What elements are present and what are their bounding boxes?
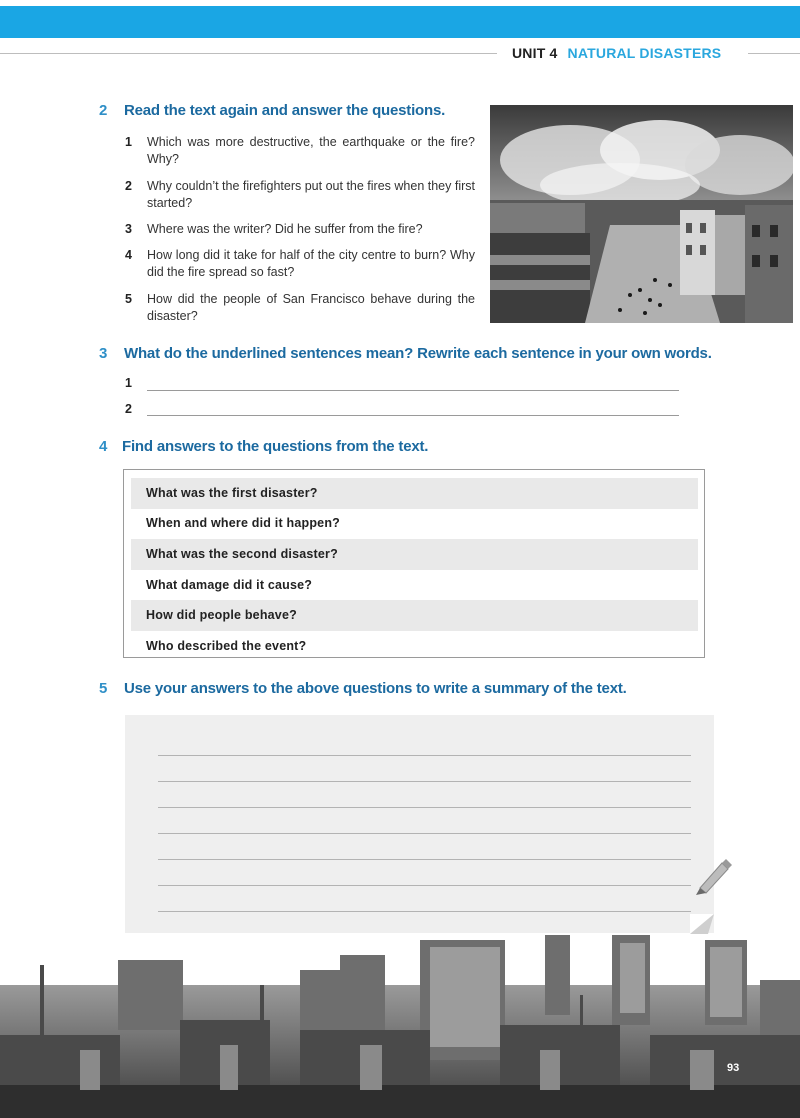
question-item: [125, 178, 475, 211]
pencil-icon: [690, 855, 734, 895]
unit-title: NATURAL DISASTERS: [567, 45, 722, 61]
question-text: How did the people of San Francisco behave during the disaster?: [147, 292, 475, 323]
question-number: 2: [125, 179, 132, 193]
question-text: Where was the writer? Did he suffer from the fire?: [147, 222, 423, 236]
unit-header: [512, 45, 721, 61]
exercise-5-number: 5: [99, 680, 108, 697]
answer-line[interactable]: [147, 390, 679, 391]
table-row: How did people behave?: [131, 600, 698, 631]
question-number: 1: [125, 135, 132, 149]
table-row: When and where did it happen?: [146, 516, 340, 530]
exercise-2-number: 2: [99, 102, 108, 119]
exercise-3-title: What do the underlined sentences mean? Rewrite each sentence in your own words.: [124, 345, 712, 362]
san-francisco-fire-photo: [490, 105, 793, 323]
page-number: 93: [727, 1062, 740, 1074]
writing-line: [158, 755, 691, 756]
question-text: Which was more destructive, the earthquake or the fire? Why?: [147, 135, 475, 166]
writing-line: [158, 859, 691, 860]
writing-line: [158, 911, 691, 912]
writing-line: [158, 781, 691, 782]
question-number: 3: [125, 222, 132, 236]
question-item: [125, 291, 475, 324]
table-row: What damage did it cause?: [146, 578, 313, 592]
question-number: 4: [125, 248, 132, 262]
table-row: What was the first disaster?: [131, 478, 698, 509]
question-item: [125, 221, 475, 238]
ruined-city-skyline-photo: [0, 925, 800, 1118]
exercise-5-title: Use your answers to the above questions to write a summary of the text.: [124, 680, 627, 697]
exercise-4-title: Find answers to the questions from the text.: [122, 438, 429, 455]
unit-label: UNIT 4: [512, 45, 558, 61]
exercise-3-number: 3: [99, 345, 108, 362]
top-color-band: [0, 6, 800, 38]
writing-line: [158, 807, 691, 808]
answer-line[interactable]: [147, 415, 679, 416]
table-row: Who described the event?: [146, 639, 307, 653]
question-number: 5: [125, 292, 132, 306]
table-row: What was the second disaster?: [131, 539, 698, 570]
answer-line-number: 2: [125, 402, 132, 416]
writing-line: [158, 833, 691, 834]
answer-line-number: 1: [125, 376, 132, 390]
question-item: [125, 134, 475, 167]
header-rule-right: [748, 53, 800, 54]
exercise-2-title: Read the text again and answer the questions.: [124, 102, 446, 119]
question-text: How long did it take for half of the city centre to burn? Why did the fire spread so fast?: [147, 248, 475, 279]
header-rule: [0, 53, 497, 54]
writing-line: [158, 885, 691, 886]
exercise-4-number: 4: [99, 438, 108, 455]
question-text: Why couldn’t the firefighters put out the fires when they first started?: [147, 179, 475, 210]
summary-writing-area[interactable]: [125, 715, 714, 933]
question-item: [125, 247, 475, 280]
